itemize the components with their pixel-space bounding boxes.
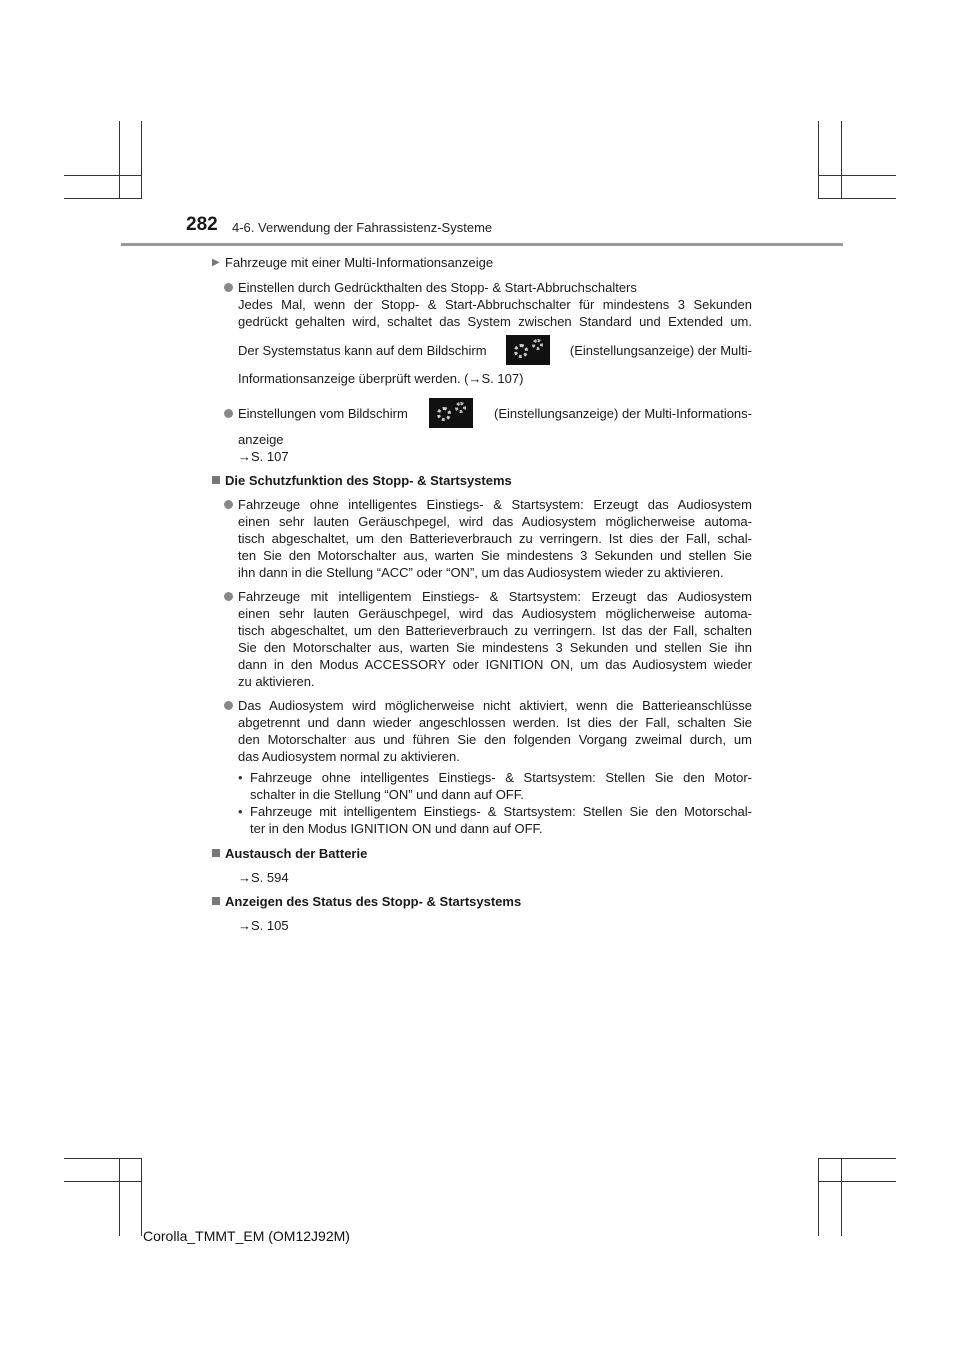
inline-text: (Einstellungsanzeige) der Multi-Informations- bbox=[494, 406, 752, 421]
crop-mark bbox=[841, 1158, 842, 1236]
sub-list bbox=[212, 769, 752, 837]
list-item bbox=[212, 697, 752, 765]
section-heading bbox=[212, 845, 752, 862]
header-divider bbox=[121, 243, 843, 246]
circle-bullet-icon bbox=[224, 409, 233, 418]
inline-text: Der Systemstatus kann auf dem Bildschirm bbox=[238, 343, 487, 358]
inline-text: Einstellungen vom Bildschirm bbox=[238, 406, 408, 421]
dot-bullet-icon: • bbox=[238, 770, 243, 785]
page-number: 282 bbox=[186, 214, 218, 235]
page-content bbox=[212, 254, 752, 941]
paragraph-line: schalter in die Stellung “ON” und dann auf OFF. bbox=[250, 787, 524, 802]
settings-gear-icon bbox=[429, 398, 473, 428]
crop-mark bbox=[818, 198, 896, 199]
circle-bullet-icon bbox=[224, 701, 233, 710]
crop-mark bbox=[818, 1158, 819, 1236]
square-marker-icon bbox=[212, 476, 220, 484]
sub-list-item bbox=[212, 803, 752, 837]
paragraph-line: ihn dann in die Stellung “ACC” oder “ON”, um das Audiosystem wieder zu aktivieren. bbox=[238, 565, 724, 580]
paragraph-line: tisch abgeschaltet, um den Batterieverbrauch zu verringern. Ist dies der Fall, schal- bbox=[238, 531, 752, 546]
paragraph-line: Informationsanzeige überprüft werden. (→S. 107) bbox=[238, 371, 524, 386]
paragraph-line: Fahrzeuge mit intelligentem Einstiegs- & Startsystem: Erzeugt das Audiosystem bbox=[238, 589, 752, 604]
page-reference: →S. 107 bbox=[238, 449, 289, 464]
section-heading-text: Die Schutzfunktion des Stopp- & Startsystems bbox=[225, 473, 512, 488]
circle-bullet-icon bbox=[224, 500, 233, 509]
crop-mark bbox=[141, 121, 142, 199]
paragraph-line: Einstellen durch Gedrückthalten des Stopp- & Start-Abbruchschalters bbox=[238, 280, 637, 295]
triangle-marker-icon: ▶ bbox=[212, 257, 220, 268]
crop-mark bbox=[119, 1158, 120, 1236]
section-heading-text: Austausch der Batterie bbox=[225, 846, 368, 861]
paragraph-line: Das Audiosystem wird möglicherweise nicht aktiviert, wenn die Batterieanschlüsse bbox=[238, 698, 752, 713]
crop-mark bbox=[64, 1158, 142, 1159]
crop-mark bbox=[64, 175, 142, 176]
crop-mark bbox=[64, 1181, 142, 1182]
vehicle-condition-text: Fahrzeuge mit einer Multi-Informationsanzeige bbox=[225, 255, 494, 270]
section-heading bbox=[212, 472, 752, 489]
crop-mark bbox=[818, 1158, 896, 1159]
paragraph-line: einen sehr lauten Geräuschpegel, wird das Audiosystem möglicherweise automa- bbox=[238, 514, 752, 529]
paragraph-line: tisch abgeschaltet, um den Batterieverbrauch zu verringern. Ist das der Fall, schalten bbox=[238, 623, 752, 638]
paragraph-line: Jedes Mal, wenn der Stopp- & Start-Abbruchschalter für mindestens 3 Sekunden bbox=[238, 297, 752, 312]
section-heading-text: Anzeigen des Status des Stopp- & Startsystems bbox=[225, 894, 522, 909]
square-marker-icon bbox=[212, 849, 220, 857]
circle-bullet-icon bbox=[224, 592, 233, 601]
list-item bbox=[212, 279, 752, 387]
paragraph-line: ten Sie den Motorschalter aus, warten Sie mindestens 3 Sekunden und stellen Sie bbox=[238, 548, 752, 563]
paragraph-line: ter in den Modus IGNITION ON und dann auf OFF. bbox=[250, 821, 543, 836]
crop-mark bbox=[141, 1158, 142, 1236]
section-title: 4-6. Verwendung der Fahrassistenz-Systeme bbox=[232, 220, 493, 235]
paragraph-line: das Audiosystem normal zu aktivieren. bbox=[238, 749, 460, 764]
list-item bbox=[212, 588, 752, 690]
paragraph-line bbox=[238, 334, 752, 368]
list-item bbox=[212, 397, 752, 465]
paragraph-line: Fahrzeuge ohne intelligentes Einstiegs- & Startsystem: Erzeugt das Audiosystem bbox=[238, 497, 752, 512]
paragraph-line: dann in den Modus ACCESSORY oder IGNITION ON, um das Audiosystem wieder bbox=[238, 657, 752, 672]
paragraph-line bbox=[238, 397, 752, 431]
crop-mark bbox=[818, 175, 896, 176]
document-code: Corolla_TMMT_EM (OM12J92M) bbox=[143, 1228, 350, 1244]
paragraph-line: einen sehr lauten Geräuschpegel, wird das Audiosystem möglicherweise automa- bbox=[238, 606, 752, 621]
square-marker-icon bbox=[212, 897, 220, 905]
dot-bullet-icon: • bbox=[238, 804, 243, 819]
crop-mark bbox=[841, 121, 842, 199]
paragraph-line: Fahrzeuge ohne intelligentes Einstiegs- & Startsystem: Stellen Sie den Motor- bbox=[250, 770, 752, 785]
crop-mark bbox=[818, 121, 819, 199]
settings-gear-icon bbox=[506, 335, 550, 365]
paragraph-line: anzeige bbox=[238, 432, 284, 447]
paragraph-line: zu aktivieren. bbox=[238, 674, 315, 689]
crop-mark bbox=[64, 198, 142, 199]
crop-mark bbox=[818, 1181, 896, 1182]
inline-text: (Einstellungsanzeige) der Multi- bbox=[569, 343, 752, 358]
paragraph-line: Fahrzeuge mit intelligentem Einstiegs- & Startsystem: Stellen Sie den Motorschal- bbox=[250, 804, 752, 819]
paragraph-line: gedrückt gehalten wird, schaltet das System zwischen Standard und Extended um. bbox=[238, 314, 752, 329]
paragraph-line: den Motorschalter aus und führen Sie den folgenden Vorgang zweimal durch, um bbox=[238, 732, 752, 747]
paragraph-line: abgetrennt und dann wieder angeschlossen werden. Ist dies der Fall, schalten Sie bbox=[238, 715, 752, 730]
vehicle-condition-heading bbox=[212, 254, 752, 271]
circle-bullet-icon bbox=[224, 283, 233, 292]
page-reference: →S. 594 bbox=[238, 870, 289, 885]
sub-list-item bbox=[212, 769, 752, 803]
crop-mark bbox=[119, 121, 120, 199]
list-item bbox=[212, 496, 752, 581]
page-reference: →S. 105 bbox=[238, 918, 289, 933]
paragraph-line: Sie den Motorschalter aus, warten Sie mindestens 3 Sekunden und stellen Sie ihn bbox=[238, 640, 752, 655]
section-heading bbox=[212, 893, 752, 910]
